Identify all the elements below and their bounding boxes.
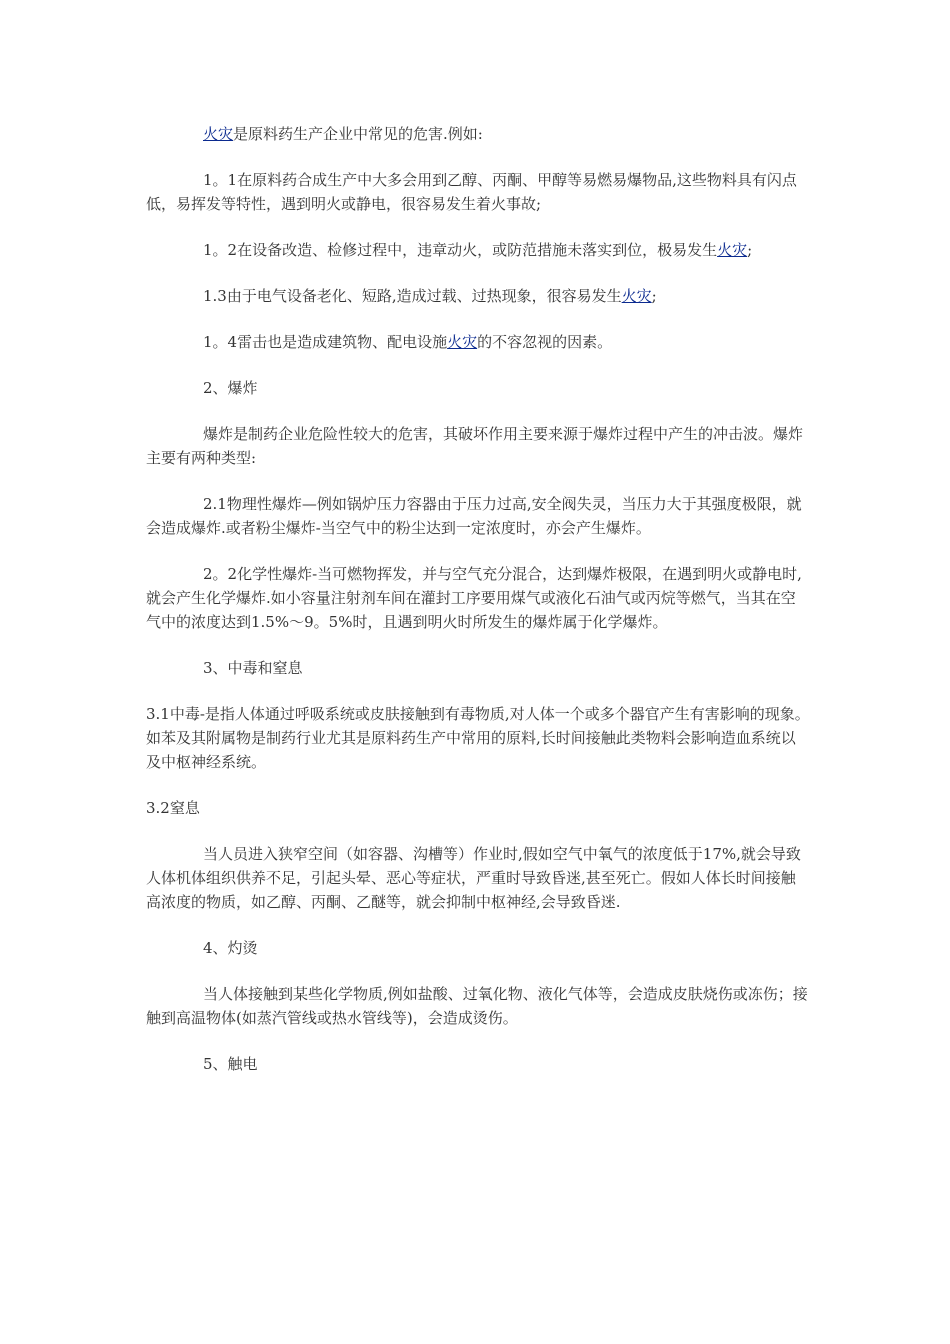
paragraph-text: 5、触电 (203, 1055, 258, 1073)
keyword-link[interactable]: 火灾 (203, 125, 234, 143)
paragraph-text: 2.1物理性爆炸—例如锅炉压力容器由于压力过高,安全阀失灵，当压力大于其强度极限，就会造成爆炸.或者粉尘爆炸-当空气中的粉尘达到一定浓度时，亦会产生爆炸。 (146, 495, 802, 537)
paragraph (146, 1052, 810, 1076)
paragraph (146, 842, 810, 914)
document-body (146, 122, 810, 1098)
paragraph-text: 当人体接触到某些化学物质,例如盐酸、过氧化物、液化气体等，会造成皮肤烧伤或冻伤；接触到高温物体(如蒸汽管线或热水管线等)，会造成烫伤。 (146, 985, 808, 1027)
keyword-link[interactable]: 火灾 (717, 241, 748, 259)
paragraph-text: ; (747, 241, 753, 259)
paragraph (146, 796, 810, 820)
paragraph (146, 330, 810, 354)
paragraph (146, 284, 810, 308)
paragraph-text: ; (651, 287, 657, 305)
paragraph (146, 376, 810, 400)
paragraph-text: 是原料药生产企业中常见的危害.例如: (233, 125, 483, 143)
paragraph-text: 3、中毒和窒息 (203, 659, 303, 677)
paragraph-text: 的不容忽视的因素。 (477, 333, 613, 351)
paragraph-text: 1。1在原料药合成生产中大多会用到乙醇、丙酮、甲醇等易燃易爆物品,这些物料具有闪点低，易挥发等特性，遇到明火或静电，很容易发生着火事故; (146, 171, 797, 213)
paragraph-text: 1。4雷击也是造成建筑物、配电设施 (203, 333, 448, 351)
paragraph (146, 562, 810, 634)
paragraph (146, 982, 810, 1030)
paragraph (146, 492, 810, 540)
paragraph-text: 1。2在设备改造、检修过程中，违章动火，或防范措施未落实到位，极易发生 (203, 241, 718, 259)
paragraph (146, 422, 810, 470)
keyword-link[interactable]: 火灾 (447, 333, 478, 351)
paragraph-text: 爆炸是制药企业危险性较大的危害，其破坏作用主要来源于爆炸过程中产生的冲击波。爆炸主要有两种类型: (146, 425, 804, 467)
paragraph-text: 2。2化学性爆炸-当可燃物挥发，并与空气充分混合，达到爆炸极限，在遇到明火或静电时,就会产生化学爆炸.如小容量注射剂车间在灌封工序要用煤气或液化石油气或丙烷等燃气，当其在空气中的浓度达到1.5%～9。5%时，且遇到明火时所发生的爆炸属于化学爆炸。 (146, 565, 802, 631)
paragraph (146, 122, 810, 146)
paragraph-text: 3.2窒息 (146, 799, 200, 817)
paragraph (146, 656, 810, 680)
paragraph (146, 238, 810, 262)
paragraph (146, 936, 810, 960)
paragraph (146, 702, 810, 774)
paragraph (146, 168, 810, 216)
keyword-link[interactable]: 火灾 (621, 287, 652, 305)
paragraph-text: 当人员进入狭窄空间（如容器、沟槽等）作业时,假如空气中氧气的浓度低于17%,就会导致人体机体组织供养不足，引起头晕、恶心等症状，严重时导致昏迷,甚至死亡。假如人体长时间接触高浓度的物质，如乙醇、丙酮、乙醚等，就会抑制中枢神经,会导致昏迷. (146, 845, 801, 911)
paragraph-text: 2、爆炸 (203, 379, 258, 397)
paragraph-text: 1.3由于电气设备老化、短路,造成过载、过热现象，很容易发生 (203, 287, 622, 305)
paragraph-text: 3.1中毒-是指人体通过呼吸系统或皮肤接触到有毒物质,对人体一个或多个器官产生有害影响的现象。如苯及其附属物是制药行业尤其是原料药生产中常用的原料,长时间接触此类物料会影响造血系统以及中枢神经系统。 (146, 705, 810, 771)
paragraph-text: 4、灼烫 (203, 939, 258, 957)
